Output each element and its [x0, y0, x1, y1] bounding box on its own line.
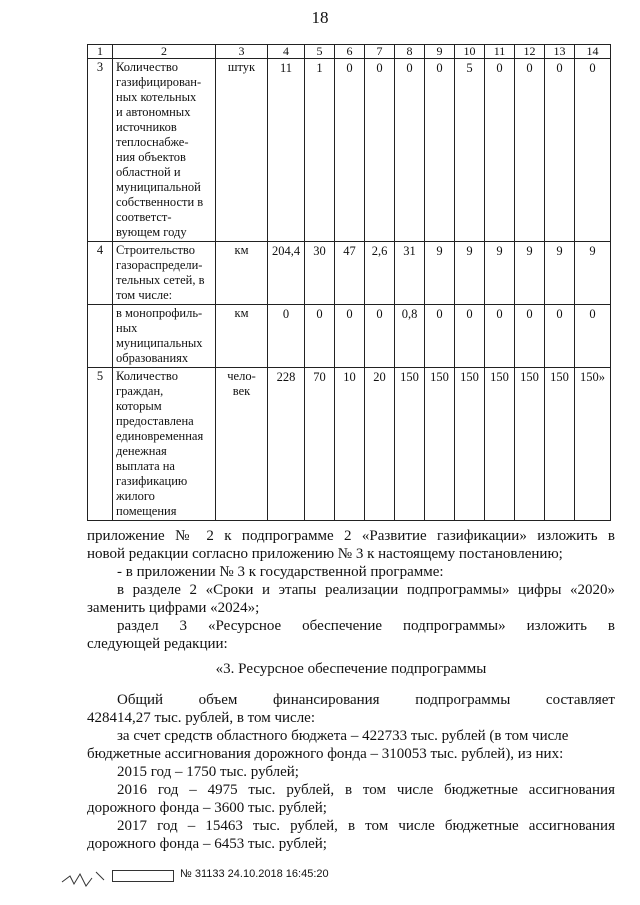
value-cell: 150 [485, 368, 515, 521]
unit-line: км [234, 306, 249, 320]
value-cell: 0 [305, 305, 335, 368]
paragraph-line: заменить цифрами «2024»; [87, 600, 260, 616]
paragraph-line: 2017 год – 15463 тыс. рублей, в том числе бюджетные ассигнования [117, 818, 615, 834]
value-cell: 0 [515, 59, 545, 242]
value-cell: 150 [455, 368, 485, 521]
value-cell: 0 [268, 305, 305, 368]
indicator-name [113, 305, 216, 368]
header-cell: 5 [305, 45, 335, 59]
header-cell: 8 [395, 45, 425, 59]
indicators-table [87, 44, 610, 521]
body-text [87, 527, 615, 653]
value-cell: 150 [425, 368, 455, 521]
value-cell: 0,8 [395, 305, 425, 368]
indicator-name-line: в монопрофиль- [116, 306, 203, 320]
unit-cell [216, 242, 268, 305]
value-cell: 0 [575, 59, 611, 242]
header-cell: 3 [216, 45, 268, 59]
indicator-name-line: собственности в [116, 195, 204, 209]
value-cell: 0 [335, 59, 365, 242]
indicator-name-line: жилого [116, 489, 155, 503]
financing-text [87, 691, 615, 853]
indicator-name-line: которым [116, 399, 162, 413]
unit-cell [216, 305, 268, 368]
indicator-name-line: Строительство [116, 243, 196, 257]
value-cell: 9 [515, 242, 545, 305]
value-cell: 150 [545, 368, 575, 521]
unit-line: век [232, 384, 251, 398]
handwritten-mark-icon [60, 862, 108, 890]
value-cell: 31 [395, 242, 425, 305]
page-number: 18 [311, 8, 329, 27]
unit-cell [216, 368, 268, 521]
value-cell: 0 [395, 59, 425, 242]
indicator-name-line: предоставлена [116, 414, 194, 428]
header-cell: 11 [485, 45, 515, 59]
indicator-name-line: помещения [116, 504, 177, 518]
value-cell: 30 [305, 242, 335, 305]
header-cell: 9 [425, 45, 455, 59]
paragraph-line: в разделе 2 «Сроки и этапы реализации подпрограммы» цифры «2020» [117, 582, 615, 598]
registry-stamp-icon [112, 870, 174, 882]
indicator-name-line: теплоснабже- [116, 135, 189, 149]
unit-line: чело- [227, 369, 256, 383]
table-row [88, 242, 611, 305]
indicator-name-line: соответст- [116, 210, 172, 224]
paragraph-line: за счет средств областного бюджета – 422733 тыс. рублей (в том числе [117, 728, 569, 744]
document-footer [60, 862, 360, 892]
value-cell: 9 [485, 242, 515, 305]
value-cell: 0 [455, 305, 485, 368]
header-cell: 1 [88, 45, 113, 59]
paragraph-line: 428414,27 тыс. рублей, в том числе: [87, 710, 316, 726]
paragraph-line: дорожного фонда – 3600 тыс. рублей; [87, 800, 327, 816]
value-cell: 0 [575, 305, 611, 368]
indicator-name-line: Количество [116, 369, 178, 383]
value-cell: 1 [305, 59, 335, 242]
header-cell: 6 [335, 45, 365, 59]
value-cell: 9 [545, 242, 575, 305]
paragraph: - в приложении № 3 к государственной программе: [117, 564, 444, 580]
indicator-name-line: денежная [116, 444, 167, 458]
value-cell: 2,6 [365, 242, 395, 305]
indicator-name-line: вующем году [116, 225, 187, 239]
value-cell: 9 [425, 242, 455, 305]
section-heading-block [87, 660, 615, 678]
value-cell: 70 [305, 368, 335, 521]
table-row [88, 59, 611, 242]
row-number: 4 [88, 242, 113, 305]
value-cell: 11 [268, 59, 305, 242]
value-cell: 9 [575, 242, 611, 305]
indicator-name-line: газораспредели- [116, 258, 203, 272]
value-cell: 5 [455, 59, 485, 242]
value-cell: 150 [515, 368, 545, 521]
indicator-name-line: ния объектов [116, 150, 186, 164]
value-cell: 0 [365, 59, 395, 242]
value-cell: 0 [425, 305, 455, 368]
paragraph-line: приложение № 2 к подпрограмме 2 «Развитие газификации» изложить в [87, 528, 615, 544]
header-cell: 13 [545, 45, 575, 59]
value-cell: 150 [395, 368, 425, 521]
value-cell: 0 [485, 59, 515, 242]
indicator-name-line: муниципальной [116, 180, 201, 194]
value-cell: 0 [425, 59, 455, 242]
indicator-name-line: единовременная [116, 429, 204, 443]
row-number: 5 [88, 368, 113, 521]
paragraph-line: новой редакции согласно приложению № 3 к настоящему постановлению; [87, 546, 563, 562]
value-cell: 204,4 [268, 242, 305, 305]
value-cell: 228 [268, 368, 305, 521]
value-cell: 150» [575, 368, 611, 521]
indicator-name-line: областной и [116, 165, 181, 179]
row-number [88, 305, 113, 368]
table-body [88, 45, 611, 521]
indicator-name-line: выплата на [116, 459, 175, 473]
paragraph-line: раздел 3 «Ресурсное обеспечение подпрограммы» изложить в [117, 618, 615, 634]
value-cell: 0 [485, 305, 515, 368]
header-cell: 2 [113, 45, 216, 59]
registration-number: № 31133 24.10.2018 16:45:20 [180, 868, 329, 880]
indicator-name-line: образованиях [116, 351, 189, 365]
value-cell: 20 [365, 368, 395, 521]
value-cell: 0 [545, 59, 575, 242]
row-number: 3 [88, 59, 113, 242]
paragraph: 2015 год – 1750 тыс. рублей; [117, 764, 299, 780]
indicator-name [113, 242, 216, 305]
unit-line: штук [227, 60, 256, 74]
indicator-name-line: газифицирован- [116, 75, 202, 89]
indicator-name-line: том числе: [116, 288, 173, 302]
paragraph-line: бюджетные ассигнования дорожного фонда – 310053 тыс. рублей), из них: [87, 746, 564, 762]
header-cell: 12 [515, 45, 545, 59]
indicator-name-line: газификацию [116, 474, 188, 488]
paragraph-line: следующей редакции: [87, 636, 228, 652]
value-cell: 0 [365, 305, 395, 368]
header-cell: 4 [268, 45, 305, 59]
indicator-name-line: и автономных [116, 105, 191, 119]
indicator-name-line: муниципальных [116, 336, 203, 350]
value-cell: 0 [515, 305, 545, 368]
value-cell: 47 [335, 242, 365, 305]
indicator-name [113, 59, 216, 242]
value-cell: 0 [545, 305, 575, 368]
unit-line: км [234, 243, 249, 257]
value-cell: 10 [335, 368, 365, 521]
indicator-name [113, 368, 216, 521]
indicator-name-line: тельных сетей, в [116, 273, 205, 287]
indicator-name-line: Количество [116, 60, 178, 74]
header-cell: 7 [365, 45, 395, 59]
paragraph-line: дорожного фонда – 6453 тыс. рублей; [87, 836, 327, 852]
header-cell: 14 [575, 45, 611, 59]
indicator-name-line: источников [116, 120, 177, 134]
value-cell: 9 [455, 242, 485, 305]
table-header-row [88, 45, 611, 59]
header-cell: 10 [455, 45, 485, 59]
paragraph-line: 2016 год – 4975 тыс. рублей, в том числе бюджетные ассигнования [117, 782, 615, 798]
indicator-name-line: ных [116, 321, 138, 335]
indicator-name-line: ных котельных [116, 90, 197, 104]
unit-cell [216, 59, 268, 242]
table-row [88, 368, 611, 521]
table-row [88, 305, 611, 368]
value-cell: 0 [335, 305, 365, 368]
section-heading: «3. Ресурсное обеспечение подпрограммы [215, 661, 487, 677]
indicator-name-line: граждан, [116, 384, 164, 398]
paragraph-line: Общий объем финансирования подпрограммы составляет [117, 692, 615, 708]
